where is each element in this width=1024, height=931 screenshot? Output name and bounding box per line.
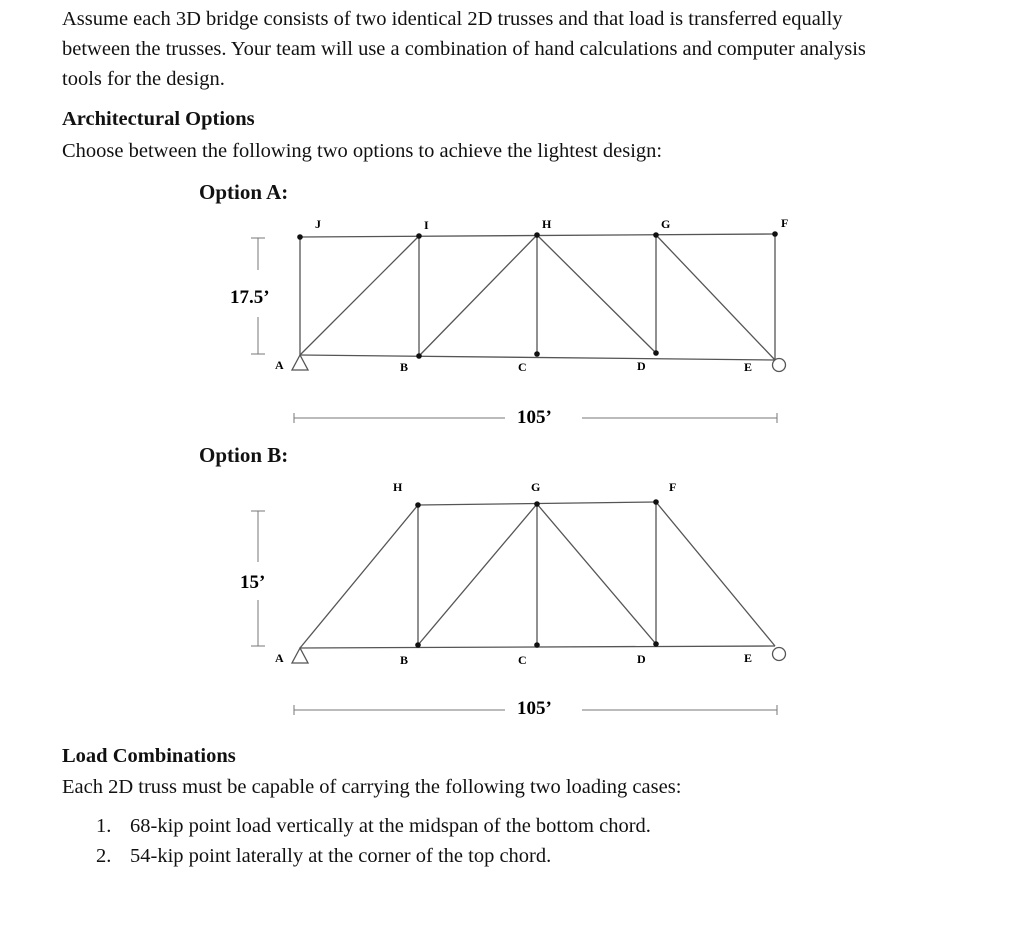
option-b-title: Option B: — [199, 443, 289, 467]
loads-text: Each 2D truss must be capable of carrying the following two loading cases: — [62, 776, 682, 798]
b-label-f: F — [669, 480, 677, 494]
b-member-fe — [656, 502, 775, 646]
a-span-label: 105’ — [517, 407, 552, 428]
a-label-b: B — [400, 360, 409, 374]
b-height-label: 15’ — [240, 572, 266, 593]
b-member-gd — [537, 504, 656, 644]
b-joint-b — [415, 642, 421, 648]
load-case-number: 1. — [96, 815, 112, 837]
a-joint-c — [534, 351, 540, 357]
b-label-d: D — [637, 652, 646, 666]
b-joint-g — [534, 501, 540, 507]
a-label-c: C — [518, 360, 527, 374]
intro-line-2: between the trusses. Your team will use a combination of hand calculations and computer analysis — [62, 38, 866, 60]
b-pin-support-icon — [292, 648, 308, 663]
b-joint-c — [534, 642, 540, 648]
a-member-bh — [419, 235, 537, 356]
loads-heading: Load Combinations — [62, 745, 236, 767]
load-case-text: 54-kip point laterally at the corner of the top chord. — [130, 845, 552, 867]
a-member-hd — [537, 235, 656, 353]
a-label-f: F — [781, 216, 789, 230]
a-label-g: G — [661, 217, 671, 231]
a-label-e: E — [744, 360, 753, 374]
b-span-label: 105’ — [517, 698, 552, 719]
load-case-number: 2. — [96, 845, 112, 867]
architectural-text: Choose between the following two options to achieve the lightest design: — [62, 140, 663, 162]
option-a-title: Option A: — [199, 180, 289, 204]
b-label-g: G — [531, 480, 541, 494]
a-label-i: I — [424, 218, 429, 232]
option-b-truss — [300, 502, 775, 648]
b-label-e: E — [744, 651, 753, 665]
b-label-a: A — [275, 651, 284, 665]
b-member-bg — [418, 504, 537, 645]
b-joint-h — [415, 502, 421, 508]
a-joint-b — [416, 353, 422, 359]
a-member-ai — [300, 236, 419, 355]
intro-line-3: tools for the design. — [62, 68, 225, 90]
b-label-b: B — [400, 653, 409, 667]
a-joint-f — [772, 231, 778, 237]
b-label-c: C — [518, 653, 527, 667]
a-label-a: A — [275, 358, 284, 372]
a-joint-i — [416, 233, 422, 239]
a-joint-h — [534, 232, 540, 238]
a-joint-g — [653, 232, 659, 238]
a-pin-support-icon — [292, 355, 308, 370]
b-label-h: H — [393, 480, 403, 494]
option-a-truss — [300, 234, 775, 360]
a-joint-d — [653, 350, 659, 356]
a-roller-support-icon — [773, 359, 786, 372]
a-height-label: 17.5’ — [230, 287, 270, 308]
load-case-text: 68-kip point load vertically at the midspan of the bottom chord. — [130, 815, 651, 837]
b-joint-d — [653, 641, 659, 647]
a-label-j: J — [315, 217, 321, 231]
architectural-heading: Architectural Options — [62, 108, 255, 130]
intro-line-1: Assume each 3D bridge consists of two identical 2D trusses and that load is transferred equally — [62, 8, 843, 30]
b-joint-f — [653, 499, 659, 505]
a-label-d: D — [637, 359, 646, 373]
b-member-ah — [300, 505, 418, 648]
b-roller-support-icon — [773, 648, 786, 661]
a-joint-j — [297, 234, 303, 240]
a-member-ge — [656, 235, 775, 360]
a-label-h: H — [542, 217, 552, 231]
